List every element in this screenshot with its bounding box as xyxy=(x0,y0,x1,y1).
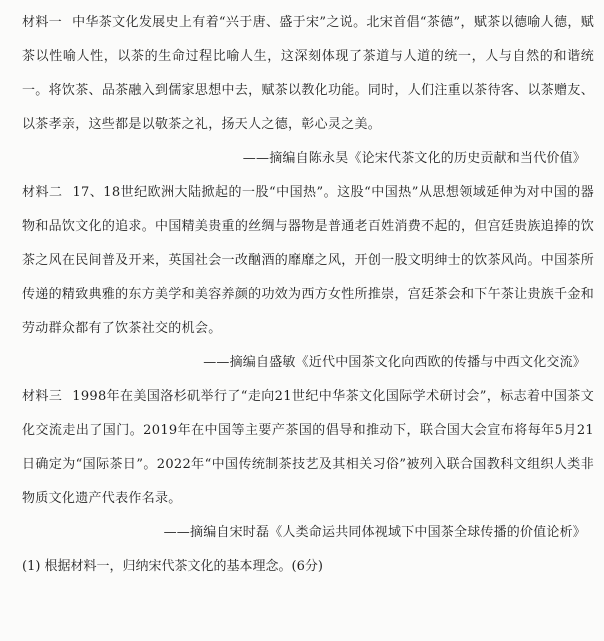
material-2-text: 17、18世纪欧洲大陆掀起的一股“中国热”。这股“中国热”从思想领域延伸为对中国的器物和品饮文化的追求。中国精美贵重的丝绸与器物是普通老百姓消费不起的，但宫廷贵族追捧的饮茶之风在民间普及开来，英国社会一改酗酒的靡靡之风，开创一股文明绅士的饮茶风尚。中国茶所传递的精致典雅的东方美学和美容养颜的功效为西方女性所推崇，宫廷茶会和下午茶让贵族千金和劳动群众都有了饮茶社交的机会。 xyxy=(22,185,594,336)
material-3-text: 1998年在美国洛杉矶举行了“走向21世纪中华茶文化国际学术研讨会”，标志着中国茶文化交流走出了国门。2019年在中国等主要产茶国的倡导和推动下，联合国大会宣布将每年5月21日确定为“国际茶日”。2022年“中国传统制茶技艺及其相关习俗”被列入联合国教科文组织人类非物质文化遗产代表作名录。 xyxy=(22,389,594,506)
material-3-paragraph xyxy=(22,380,594,516)
material-3-source: ——摘编自宋时磊《人类命运共同体视域下中国茶全球传播的价值论析》 xyxy=(163,525,586,540)
material-1-label: 材料一 xyxy=(22,15,63,30)
material-1-text: 中华茶文化发展史上有着“兴于唐、盛于宋”之说。北宋首倡“茶德”，赋茶以德喻人德，赋茶以性喻人性，以茶的生命过程比喻人生，这深刻体现了茶道与人道的统一，人与自然的和谐统一。将饮茶、品茶融入到儒家思想中去，赋茶以教化功能。同时，人们注重以茶待客、以茶赠友、以茶孝亲，这些都是以敬茶之礼，扬天人之德，彰心灵之美。 xyxy=(22,15,594,132)
material-1-source: ——摘编自陈永昊《论宋代茶文化的历史贡献和当代价值》 xyxy=(242,151,586,166)
material-3-label: 材料三 xyxy=(22,389,63,404)
material-2-source: ——摘编自盛敏《近代中国茶文化向西欧的传播与中西文化交流》 xyxy=(203,355,586,370)
material-1-paragraph xyxy=(22,6,594,142)
material-2-paragraph xyxy=(22,176,594,346)
question-1: (1) 根据材料一，归纳宋代茶文化的基本理念。(6分) xyxy=(22,559,323,574)
material-2-label: 材料二 xyxy=(22,185,63,200)
